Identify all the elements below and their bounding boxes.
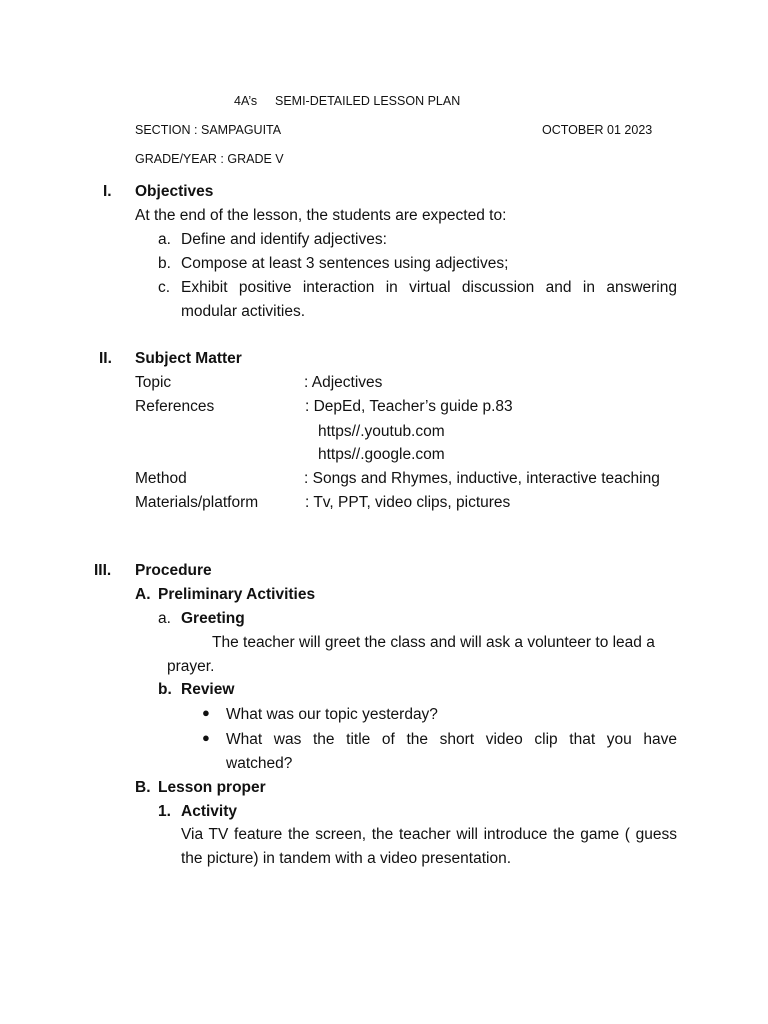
activity-marker: 1.: [158, 803, 171, 820]
objectives-heading: Objectives: [135, 183, 214, 200]
section-label: SECTION : SAMPAGUITA: [135, 123, 282, 137]
objective-item: Exhibit positive interaction in virtual discussion and in answering: [181, 279, 677, 296]
greeting-marker: a.: [158, 610, 171, 627]
greeting-text-continuation: prayer.: [167, 658, 215, 675]
subject-row-label: Topic: [135, 374, 172, 391]
lesson-proper-marker: B.: [135, 779, 151, 796]
preliminary-marker: A.: [135, 586, 151, 603]
greeting-title: Greeting: [181, 610, 245, 627]
reference-link: https//.google.com: [318, 446, 445, 463]
document-title: SEMI-DETAILED LESSON PLAN: [275, 94, 461, 108]
subject-row-value: : Songs and Rhymes, inductive, interactive teaching: [304, 470, 660, 487]
activity-title: Activity: [181, 803, 237, 820]
subject-row-value: : DepEd, Teacher’s guide p.83: [305, 398, 513, 415]
activity-text: Via TV feature the screen, the teacher will introduce the game ( guess: [181, 826, 677, 843]
subject-row-label: Method: [135, 470, 187, 487]
subject-matter-numeral: II.: [99, 350, 112, 367]
subject-row-value: : Tv, PPT, video clips, pictures: [305, 494, 511, 511]
plan-code: 4A’s: [234, 94, 258, 108]
greeting-text: The teacher will greet the class and will ask a volunteer to lead a: [212, 634, 655, 651]
objective-marker: a.: [158, 231, 171, 248]
lesson-proper-title: Lesson proper: [158, 779, 266, 796]
review-question: What was our topic yesterday?: [226, 706, 438, 723]
objectives-intro: At the end of the lesson, the students are expected to:: [135, 207, 507, 224]
bullet-icon: ●: [202, 730, 210, 745]
review-marker: b.: [158, 681, 172, 698]
objective-item-continuation: modular activities.: [181, 303, 306, 320]
procedure-numeral: III.: [94, 562, 112, 579]
date-label: OCTOBER 01 2023: [542, 123, 653, 137]
preliminary-title: Preliminary Activities: [158, 586, 316, 603]
objective-marker: c.: [158, 279, 171, 296]
objective-item: Compose at least 3 sentences using adjectives;: [181, 255, 509, 272]
activity-text-continuation: the picture) in tandem with a video presentation.: [181, 850, 511, 867]
objectives-numeral: I.: [103, 183, 112, 200]
grade-label: GRADE/YEAR : GRADE V: [135, 152, 284, 166]
objective-item: Define and identify adjectives:: [181, 231, 387, 248]
review-question: What was the title of the short video clip that you have: [226, 731, 677, 748]
subject-row-label: Materials/platform: [135, 494, 259, 511]
review-title: Review: [181, 681, 235, 698]
subject-row-value: : Adjectives: [304, 374, 383, 391]
subject-matter-heading: Subject Matter: [135, 350, 242, 367]
procedure-heading: Procedure: [135, 562, 212, 579]
review-question-continuation: watched?: [226, 755, 293, 772]
objective-marker: b.: [158, 255, 171, 272]
bullet-icon: ●: [202, 705, 210, 720]
subject-row-label: References: [135, 398, 215, 415]
reference-link: https//.youtub.com: [318, 423, 445, 440]
